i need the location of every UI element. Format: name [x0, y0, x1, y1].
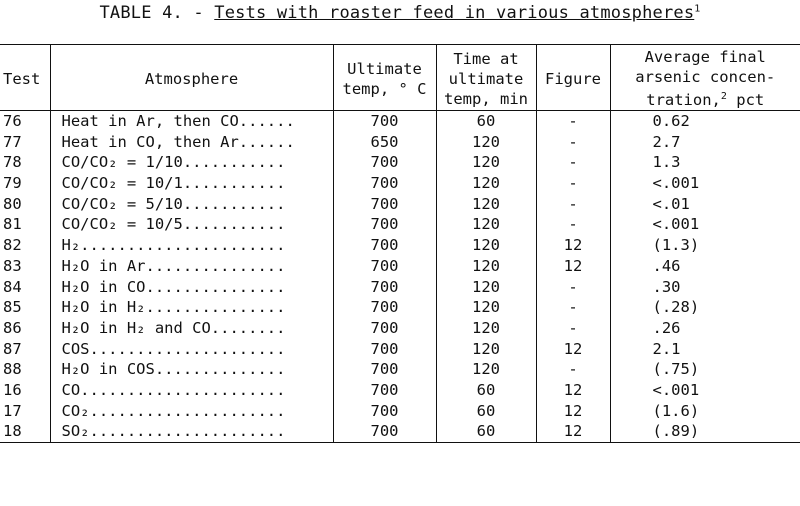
- cell-test: 79: [3, 174, 22, 193]
- cell-atmosphere: CO/CO₂ = 10/5...........: [50, 215, 333, 236]
- cell-atmosphere: CO/CO₂ = 5/10...........: [50, 194, 333, 215]
- cell-atmosphere: CO/CO₂ = 10/1...........: [50, 173, 333, 194]
- cell-concentration: (1.3): [610, 235, 800, 256]
- cell-atmosphere: CO......................: [50, 380, 333, 401]
- cell-time: 120: [436, 359, 536, 380]
- cell-concentration: 1.3: [610, 153, 800, 174]
- cell-atmosphere: H₂O in H₂ and CO........: [50, 318, 333, 339]
- cell-test: 82: [3, 236, 22, 255]
- cell-concentration: .30: [610, 277, 800, 298]
- cell-ultimate-temp: 700: [333, 339, 436, 360]
- cell-test: 80: [3, 194, 22, 213]
- cell-figure: -: [536, 297, 610, 318]
- cell-ultimate-temp: 700: [333, 380, 436, 401]
- cell-concentration: <.01: [610, 194, 800, 215]
- cell-time: 120: [436, 318, 536, 339]
- table-row: [0, 173, 800, 194]
- table-title-text: Tests with roaster feed in various atmospheres: [214, 3, 695, 23]
- cell-figure: -: [536, 318, 610, 339]
- table-row: [0, 256, 800, 277]
- cell-figure: 12: [536, 256, 610, 277]
- cell-ultimate-temp: 700: [333, 297, 436, 318]
- header-figure: Figure: [536, 45, 610, 111]
- cell-test: 16: [3, 380, 22, 399]
- cell-figure: 12: [536, 339, 610, 360]
- table-row: [0, 380, 800, 401]
- cell-atmosphere: Heat in CO, then Ar......: [50, 132, 333, 153]
- cell-figure: 12: [536, 380, 610, 401]
- cell-atmosphere: H₂O in CO...............: [50, 277, 333, 298]
- cell-test: 85: [3, 298, 22, 317]
- table-row: [0, 401, 800, 422]
- table-row: [0, 132, 800, 153]
- cell-time: 120: [436, 235, 536, 256]
- cell-figure: -: [536, 173, 610, 194]
- cell-concentration: (1.6): [610, 401, 800, 422]
- header-atmosphere: Atmosphere: [50, 45, 333, 111]
- cell-concentration: <.001: [610, 173, 800, 194]
- table-title-prefix: TABLE 4. -: [99, 3, 215, 23]
- cell-concentration: (.28): [610, 297, 800, 318]
- table-row: [0, 235, 800, 256]
- cell-time: 120: [436, 132, 536, 153]
- cell-figure: -: [536, 215, 610, 236]
- cell-concentration: 0.62: [610, 111, 800, 132]
- cell-figure: -: [536, 277, 610, 298]
- table-row: [0, 339, 800, 360]
- cell-concentration: (.89): [610, 421, 800, 442]
- cell-figure: 12: [536, 401, 610, 422]
- cell-ultimate-temp: 700: [333, 111, 436, 132]
- cell-atmosphere: H₂O in H₂...............: [50, 297, 333, 318]
- cell-time: 120: [436, 297, 536, 318]
- cell-figure: -: [536, 194, 610, 215]
- table-row: [0, 421, 800, 442]
- cell-ultimate-temp: 700: [333, 359, 436, 380]
- cell-figure: -: [536, 132, 610, 153]
- table-row: [0, 194, 800, 215]
- cell-atmosphere: SO₂.....................: [50, 421, 333, 442]
- cell-atmosphere: H₂O in COS..............: [50, 359, 333, 380]
- cell-concentration: .46: [610, 256, 800, 277]
- cell-figure: -: [536, 111, 610, 132]
- cell-test: 81: [3, 215, 22, 234]
- table-title: [0, 3, 800, 23]
- table-title-footnote: 1: [694, 3, 701, 15]
- header-row: [0, 45, 800, 111]
- cell-ultimate-temp: 700: [333, 153, 436, 174]
- cell-ultimate-temp: 700: [333, 421, 436, 442]
- cell-concentration: <.001: [610, 215, 800, 236]
- table-row: [0, 215, 800, 236]
- table-row: [0, 153, 800, 174]
- cell-ultimate-temp: 700: [333, 235, 436, 256]
- cell-test: 87: [3, 339, 22, 358]
- cell-ultimate-temp: 700: [333, 256, 436, 277]
- cell-ultimate-temp: 650: [333, 132, 436, 153]
- cell-time: 120: [436, 277, 536, 298]
- cell-atmosphere: COS.....................: [50, 339, 333, 360]
- table-row: [0, 277, 800, 298]
- cell-figure: -: [536, 153, 610, 174]
- cell-ultimate-temp: 700: [333, 277, 436, 298]
- cell-figure: 12: [536, 235, 610, 256]
- cell-test: 83: [3, 256, 22, 275]
- cell-concentration: 2.7: [610, 132, 800, 153]
- cell-atmosphere: H₂O in Ar...............: [50, 256, 333, 277]
- cell-ultimate-temp: 700: [333, 215, 436, 236]
- cell-ultimate-temp: 700: [333, 318, 436, 339]
- cell-atmosphere: H₂......................: [50, 235, 333, 256]
- cell-time: 60: [436, 421, 536, 442]
- cell-ultimate-temp: 700: [333, 401, 436, 422]
- cell-test: 84: [3, 277, 22, 296]
- cell-test: 76: [3, 112, 22, 130]
- header-ultimate-temp: Ultimate temp, ° C: [333, 45, 436, 111]
- cell-time: 120: [436, 215, 536, 236]
- cell-test: 78: [3, 153, 22, 172]
- cell-figure: -: [536, 359, 610, 380]
- cell-time: 120: [436, 339, 536, 360]
- header-time: Time at ultimate temp, min: [436, 45, 536, 111]
- cell-time: 120: [436, 256, 536, 277]
- table-row: [0, 111, 800, 132]
- cell-concentration: .26: [610, 318, 800, 339]
- cell-time: 120: [436, 194, 536, 215]
- cell-time: 60: [436, 380, 536, 401]
- cell-time: 120: [436, 153, 536, 174]
- cell-ultimate-temp: 700: [333, 173, 436, 194]
- header-test: Test: [0, 45, 50, 111]
- cell-test: 18: [0, 421, 50, 442]
- cell-figure: 12: [536, 421, 610, 442]
- cell-atmosphere: CO₂.....................: [50, 401, 333, 422]
- cell-concentration: (.75): [610, 359, 800, 380]
- cell-test: 88: [3, 360, 22, 379]
- cell-test: 86: [3, 318, 22, 337]
- table-row: [0, 359, 800, 380]
- table-row: [0, 297, 800, 318]
- data-table: [0, 44, 800, 443]
- cell-test: 77: [3, 132, 22, 151]
- cell-time: 120: [436, 173, 536, 194]
- header-concentration: Average final arsenic concen- tration,$^2$ pct: [610, 45, 800, 111]
- cell-time: 60: [436, 401, 536, 422]
- cell-time: 60: [436, 111, 536, 132]
- cell-atmosphere: Heat in Ar, then CO......: [50, 111, 333, 132]
- cell-concentration: 2.1: [610, 339, 800, 360]
- cell-atmosphere: CO/CO₂ = 1/10...........: [50, 153, 333, 174]
- cell-concentration: <.001: [610, 380, 800, 401]
- cell-ultimate-temp: 700: [333, 194, 436, 215]
- table-row: [0, 318, 800, 339]
- cell-test: 17: [3, 401, 22, 420]
